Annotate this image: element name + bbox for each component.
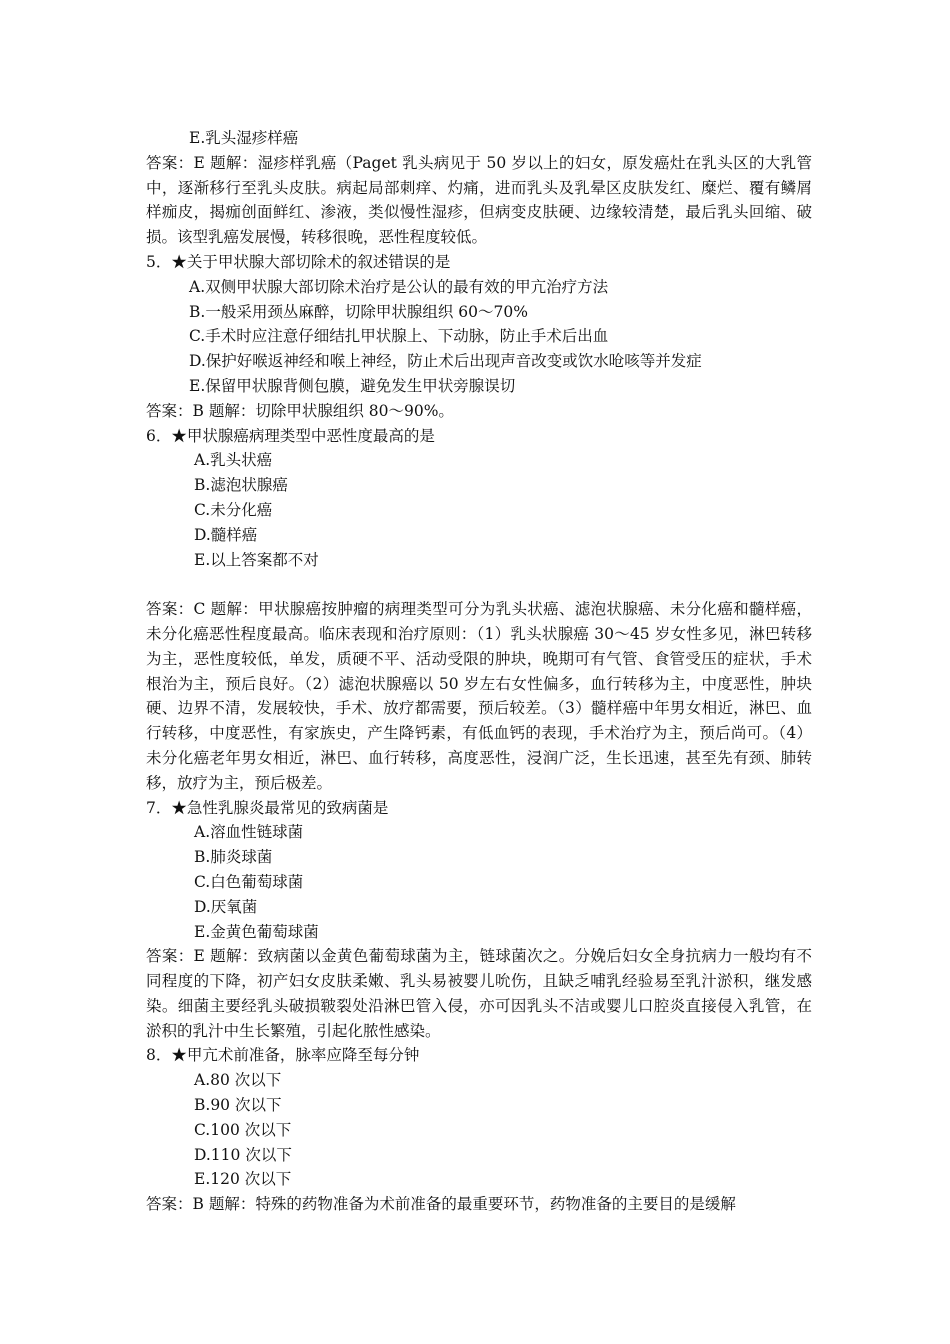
option-5a: A.双侧甲状腺大部切除术治疗是公认的最有效的甲亢治疗方法	[189, 277, 609, 296]
option-5c: C.手术时应注意仔细结扎甲状腺上、下动脉，防止手术后出血	[189, 327, 609, 346]
question-6-title: 6．★甲状腺癌病理类型中恶性度最高的是	[146, 426, 435, 445]
answer-4: 答案：E 题解：湿疹样乳癌（Paget 乳头病见于 50 岁以上的妇女，原发癌灶在乳头区的大乳管中，逐渐移行至乳头皮肤。病起局部刺痒、灼痛，进而乳头及乳晕区皮肤发红、糜烂、覆有鳞屑样痂皮，揭痂创面鲜红、渗液，类似慢性湿疹，但病变皮肤硬、边缘较清楚，最后乳头回缩、破损。该型乳癌发展慢，转移很晚，恶性程度较低。	[146, 153, 812, 247]
option-6b: B.滤泡状腺癌	[194, 476, 288, 495]
question-8-title: 8．★甲亢术前准备，脉率应降至每分钟	[146, 1046, 420, 1065]
option-6a: A.乳头状癌	[194, 451, 273, 470]
option-8c: C.100 次以下	[194, 1120, 292, 1139]
option-5d: D.保护好喉返神经和喉上神经，防止术后出现声音改变或饮水呛咳等并发症	[189, 352, 702, 371]
option-7b: B.肺炎球菌	[194, 848, 273, 867]
option-5e: E.保留甲状腺背侧包膜，避免发生甲状旁腺误切	[189, 376, 516, 395]
question-7-title: 7．★急性乳腺炎最常见的致病菌是	[146, 798, 389, 817]
option-7e: E.金黄色葡萄球菌	[194, 922, 319, 941]
option-8a: A.80 次以下	[194, 1071, 282, 1090]
answer-7: 答案：E 题解：致病菌以金黄色葡萄球菌为主，链球菌次之。分娩后妇女全身抗病力一般均有不同程度的下降，初产妇女皮肤柔嫩、乳头易被婴儿吮伤，且缺乏哺乳经验易至乳汁淤积，继发感染。细菌主要经乳头破损皲裂处沿淋巴管入侵，亦可因乳头不洁或婴儿口腔炎直接侵入乳管，在淤积的乳汁中生长繁殖，引起化脓性感染。	[146, 947, 812, 1040]
page-content	[146, 126, 812, 1217]
answer-6: 答案：C 题解：甲状腺癌按肿瘤的病理类型可分为乳头状癌、滤泡状腺癌、未分化癌和髓样癌，未分化癌恶性程度最高。临床表现和治疗原则：（1）乳头状腺癌 30～45 岁女性多见，淋巴转移为主，恶性度较低，单发，质硬不平、活动受限的肿块，晚期可有气管、食管受压的症状，手术根治为主，预后良好。（2）滤泡状腺癌以 50 岁左右女性偏多，血行转移为主，中度恶性，肿块硬、边界不清，发展较快，手术、放疗都需要，预后较差。（3）髓样癌中年男女相近，淋巴、血行转移，中度恶性，有家族史，产生降钙素，有低血钙的表现，手术治疗为主，预后尚可。（4）未分化癌老年男女相近，淋巴、血行转移，高度恶性，浸润广泛，生长迅速，甚至先有颈、肺转移，放疗为主，预后极差。	[146, 600, 812, 792]
answer-5: 答案：B 题解：切除甲状腺组织 80～90%。	[146, 401, 454, 420]
option-4e: E.乳头湿疹样癌	[189, 129, 299, 147]
option-6c: C.未分化癌	[194, 500, 273, 519]
answer-8: 答案：B 题解：特殊的药物准备为术前准备的最重要环节，药物准备的主要目的是缓解	[146, 1195, 736, 1214]
question-5-title: 5．★关于甲状腺大部切除术的叙述错误的是	[146, 252, 451, 271]
option-8d: D.110 次以下	[194, 1145, 292, 1164]
option-7a: A.溶血性链球菌	[194, 823, 304, 842]
option-8b: B.90 次以下	[194, 1096, 282, 1115]
option-8e: E.120 次以下	[194, 1170, 292, 1189]
option-5b: B.一般采用颈丛麻醉，切除甲状腺组织 60～70%	[189, 302, 528, 321]
option-6e: E.以上答案都不对	[194, 550, 319, 569]
option-6d: D.髓样癌	[194, 525, 258, 544]
option-7c: C.白色葡萄球菌	[194, 872, 304, 891]
blank-line	[146, 572, 812, 597]
option-7d: D.厌氧菌	[194, 897, 258, 916]
